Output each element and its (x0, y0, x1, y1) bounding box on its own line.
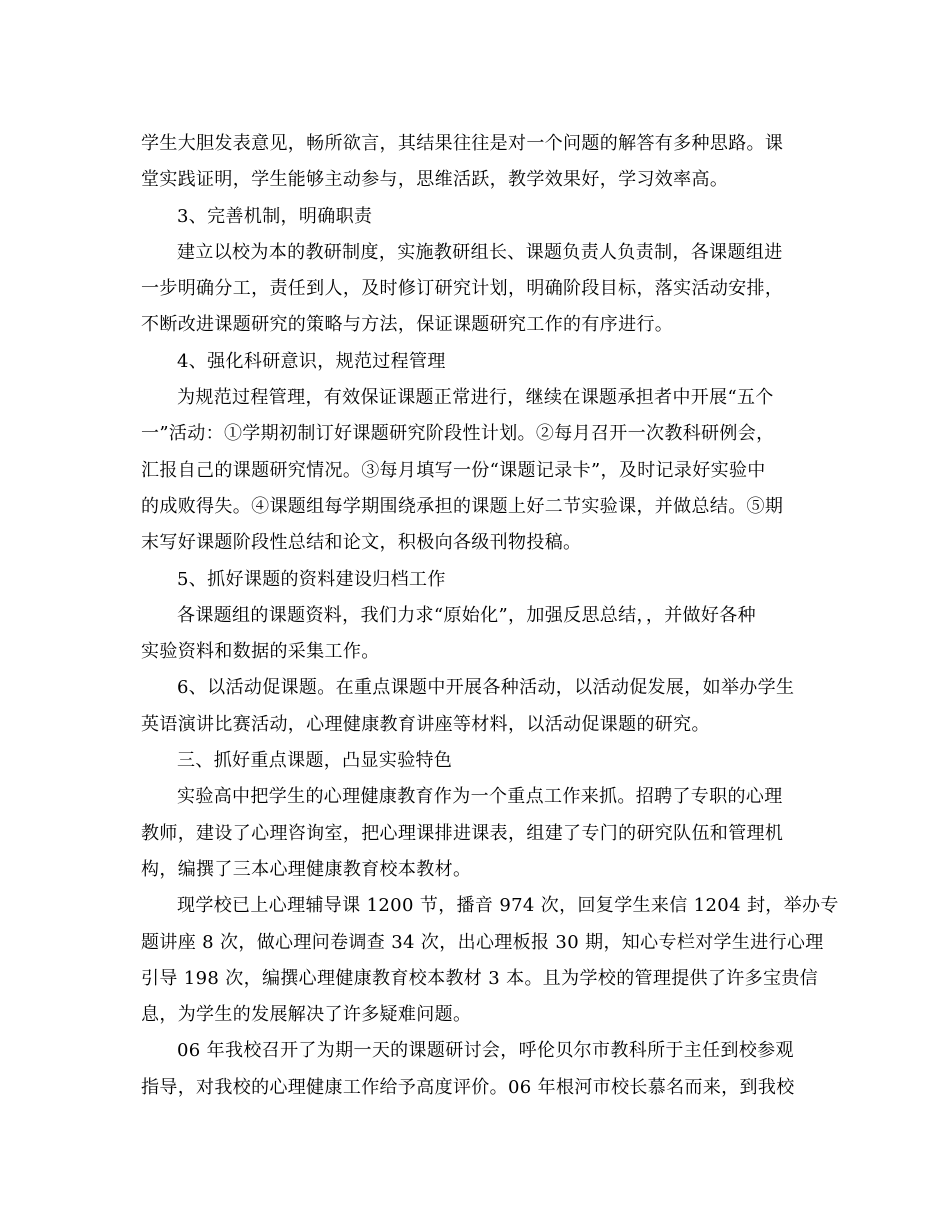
text-line: 汇报自己的课题研究情况。③每月填写一份“课题记录卡”，及时记录好实验中 (141, 459, 766, 481)
text-line: 不断改进课题研究的策略与方法，保证课题研究工作的有序进行。 (141, 314, 674, 336)
text-line: 堂实践证明，学生能够主动参与，思维活跃，教学效果好，学习效率高。 (141, 169, 729, 191)
text-line: 4、强化科研意识，规范过程管理 (177, 350, 446, 372)
text-line: 三、抓好重点课题，凸显实验特色 (177, 750, 453, 772)
text-line: 实验高中把学生的心理健康教育作为一个重点工作来抓。招聘了专职的心理 (177, 786, 783, 808)
text-line: 6、以活动促课题。在重点课题中开展各种活动，以活动促发展，如举办学生 (177, 677, 795, 699)
text-line: 教师，建设了心理咨询室，把心理课排进课表，组建了专门的研究队伍和管理机 (141, 822, 784, 844)
text-line: 5、抓好课题的资料建设归档工作 (177, 568, 446, 590)
text-line: 的成败得失。④课题组每学期围绕承担的课题上好二节实验课，并做总结。⑤期 (141, 495, 784, 517)
text-line: 引导 198 次，编撰心理健康教育校本教材 3 本。且为学校的管理提供了许多宝贵信 (141, 967, 819, 989)
text-line: 现学校已上心理辅导课 1200 节，播音 974 次，回复学生来信 1204 封，举办专 (177, 895, 839, 917)
text-line: 息，为学生的发展解决了许多疑难问题。 (141, 1004, 472, 1026)
text-line: 学生大胆发表意见，畅所欲言，其结果往往是对一个问题的解答有多种思路。课 (141, 133, 784, 154)
text-line: 为规范过程管理，有效保证课题正常进行，继续在课题承担者中开展“五个 (177, 387, 774, 409)
text-line: 末写好课题阶段性总结和论文，积极向各级刊物投稿。 (141, 532, 582, 554)
text-line: 英语演讲比赛活动，心理健康教育讲座等材料，以活动促课题的研究。 (141, 713, 710, 735)
text-line: 06 年我校召开了为期一天的课题研讨会，呼伦贝尔市教科所于主任到校参观 (177, 1040, 794, 1062)
text-line: 各课题组的课题资料，我们力求“原始化”，加强反思总结，，并做好各种 (177, 604, 756, 626)
text-line: 指导，对我校的心理健康工作给予高度评价。06 年根河市校长慕名而来，到我校 (141, 1076, 795, 1098)
document-body (141, 126, 839, 1106)
text-line: 构，编撰了三本心理健康教育校本教材。 (141, 858, 472, 880)
text-line: 3、完善机制，明确职责 (177, 205, 373, 227)
text-line: 建立以校为本的教研制度，实施教研组长、课题负责人负责制，各课题组进 (177, 241, 783, 263)
text-line: 题讲座 8 次，做心理问卷调查 34 次，出心理板报 30 期，知心专栏对学生进行心理 (141, 931, 824, 953)
text-line: 实验资料和数据的采集工作。 (141, 641, 380, 663)
text-line: 一步明确分工，责任到人，及时修订研究计划，明确阶段目标，落实活动安排， (141, 278, 784, 300)
text-line: 一”活动：①学期初制订好课题研究阶段性计划。②每月召开一次教科研例会， (141, 423, 775, 445)
